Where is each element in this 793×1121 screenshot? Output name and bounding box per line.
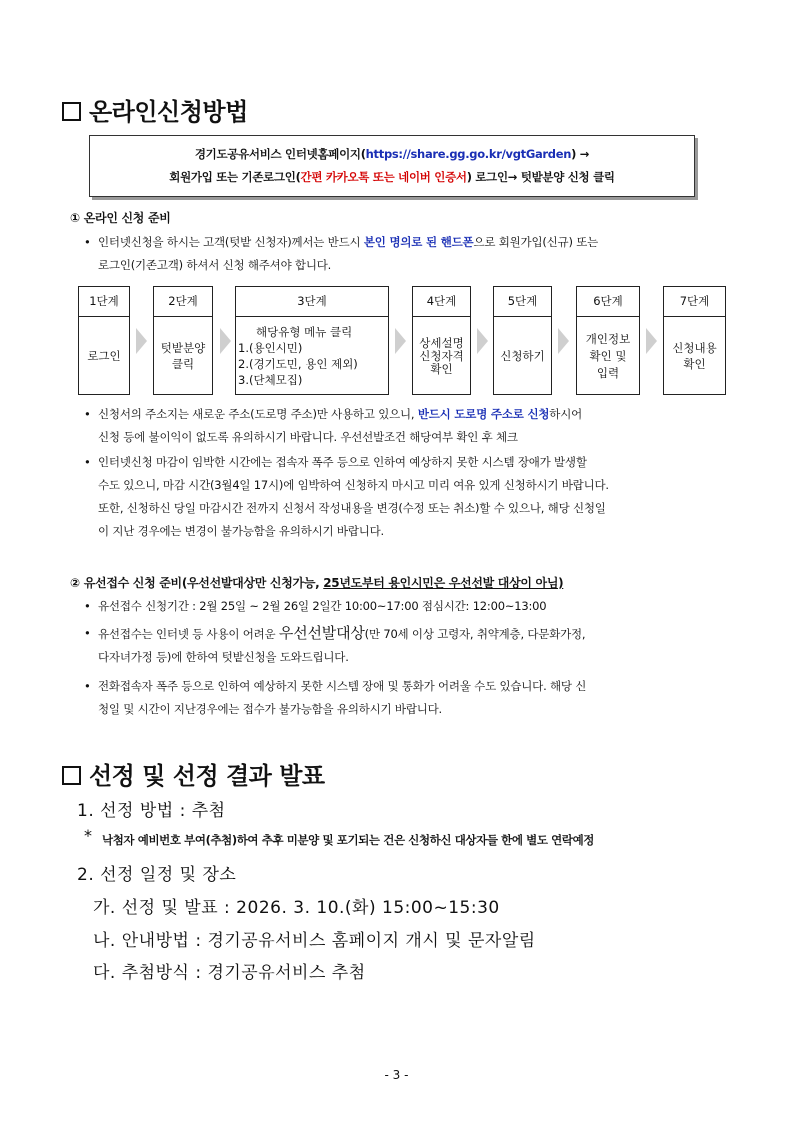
section-title-online: 온라인신청방법 [62, 92, 248, 127]
bullet-deadline: • 인터넷신청 마감이 임박한 시간에는 접속자 폭주 등으로 인하여 예상하지 못한 시스템 장애가 발생할 수도 있으니, 마감 시간(3월4일 17시)에 임박하여 신청하지 마시고 미리 여유 있게 신청하시기 바랍니다. 또한, 신청하신 당일 마감시간 전까지 신청서 작성내용을 변경(수정 또는 취소)할 수 있으나, 해당 신청일 이 지난 경우에는 변경이 불가능함을 유의하시기 바랍니다. [84, 451, 734, 543]
item-selection-method: 1. 선정 방법 : 추첨 [77, 801, 226, 821]
arrow-right-icon [220, 328, 231, 354]
bullet-phone-warning: • 전화접속자 폭주 등으로 인하여 예상하지 못한 시스템 장애 및 통화가 어려울 수도 있습니다. 해당 신 청일 및 시간이 지난경우에는 접수가 불가능함을 유의하시기 바랍니다. [84, 675, 734, 721]
bullet-address: • 신청서의 주소지는 새로운 주소(도로명 주소)만 사용하고 있으니, 반드시 도로명 주소로 신청하시어 신청 등에 불이익이 없도록 유의하시기 바랍니다. 우선선발조건 해당여부 확인 후 체크 [84, 403, 734, 449]
notice-line-1: 경기도공유서비스 인터넷홈페이지(https://share.gg.go.kr/vgtGarden) → [194, 147, 590, 161]
step-4: 4단계 상세설명 신청자격 확인 [412, 286, 471, 395]
intro-paragraph: • 인터넷신청을 하시는 고객(텃밭 신청자)께서는 반드시 본인 명의로 된 핸드폰으로 회원가입(신규) 또는 로그인(기존고객) 하셔서 신청 해주셔야 합니다. [84, 231, 734, 277]
arrow-right-icon [477, 328, 488, 354]
section-title-selection: 선정 및 선정 결과 발표 [62, 756, 325, 791]
sub-item-guide-method: 나. 안내방법 : 경기공유서비스 홈페이지 개시 및 문자알림 [93, 931, 536, 951]
step-7: 7단계 신청내용 확인 [663, 286, 726, 395]
sub-item-announcement: 가. 선정 및 발표 : 2026. 3. 10.(화) 15:00~15:30 [93, 898, 500, 918]
step-5: 5단계 신청하기 [493, 286, 552, 395]
step-3: 3단계 해당유형 메뉴 클릭 1.(용인시민) 2.(경기도민, 용인 제외) 3.(단체모집) [235, 286, 389, 395]
arrow-right-icon [395, 328, 406, 354]
notice-box [89, 135, 695, 197]
bullet-phone-target: • 유선접수는 인터넷 등 사용이 어려운 우선선발대상(만 70세 이상 고령자, 취약계층, 다문화가정, 다자녀가정 등)에 한하여 텃밭신청을 도와드립니다. [84, 622, 734, 669]
checkbox-square-icon [62, 766, 81, 785]
sub-heading-phone-prep: ② 유선접수 신청 준비(우선선발대상만 신청가능, 25년도부터 용인시민은 우선선발 대상이 아님) [70, 576, 564, 590]
bullet-phone-period: • 유선접수 신청기간 : 2월 25일 ~ 2월 26일 2일간 10:00~17:00 점심시간: 12:00~13:00 [84, 595, 734, 618]
note-asterisk: * [84, 826, 92, 845]
step-2: 2단계 텃밭분양 클릭 [153, 286, 213, 395]
sub-heading-online-prep: ① 온라인 신청 준비 [70, 211, 171, 225]
arrow-right-icon [136, 328, 147, 354]
page-number: - 3 - [384, 1068, 409, 1082]
step-6: 6단계 개인정보 확인 및 입력 [576, 286, 640, 395]
checkbox-square-icon [62, 102, 81, 121]
homepage-url: https://share.gg.go.kr/vgtGarden [365, 147, 572, 161]
sub-item-draw-method: 다. 추첨방식 : 경기공유서비스 추첨 [93, 963, 366, 983]
item-schedule-place: 2. 선정 일정 및 장소 [77, 865, 237, 885]
note-waitlist: 낙첨자 예비번호 부여(추첨)하여 추후 미분양 및 포기되는 건은 신청하신 대상자들 한에 별도 연락예정 [102, 833, 595, 847]
arrow-right-icon [558, 328, 569, 354]
step-1: 1단계 로그인 [78, 286, 130, 395]
arrow-right-icon [646, 328, 657, 354]
notice-line-2: 회원가입 또는 기존로그인(간편 카카오톡 또는 네이버 인증서) 로그인→ 텃밭분양 신청 클릭 [169, 170, 615, 184]
